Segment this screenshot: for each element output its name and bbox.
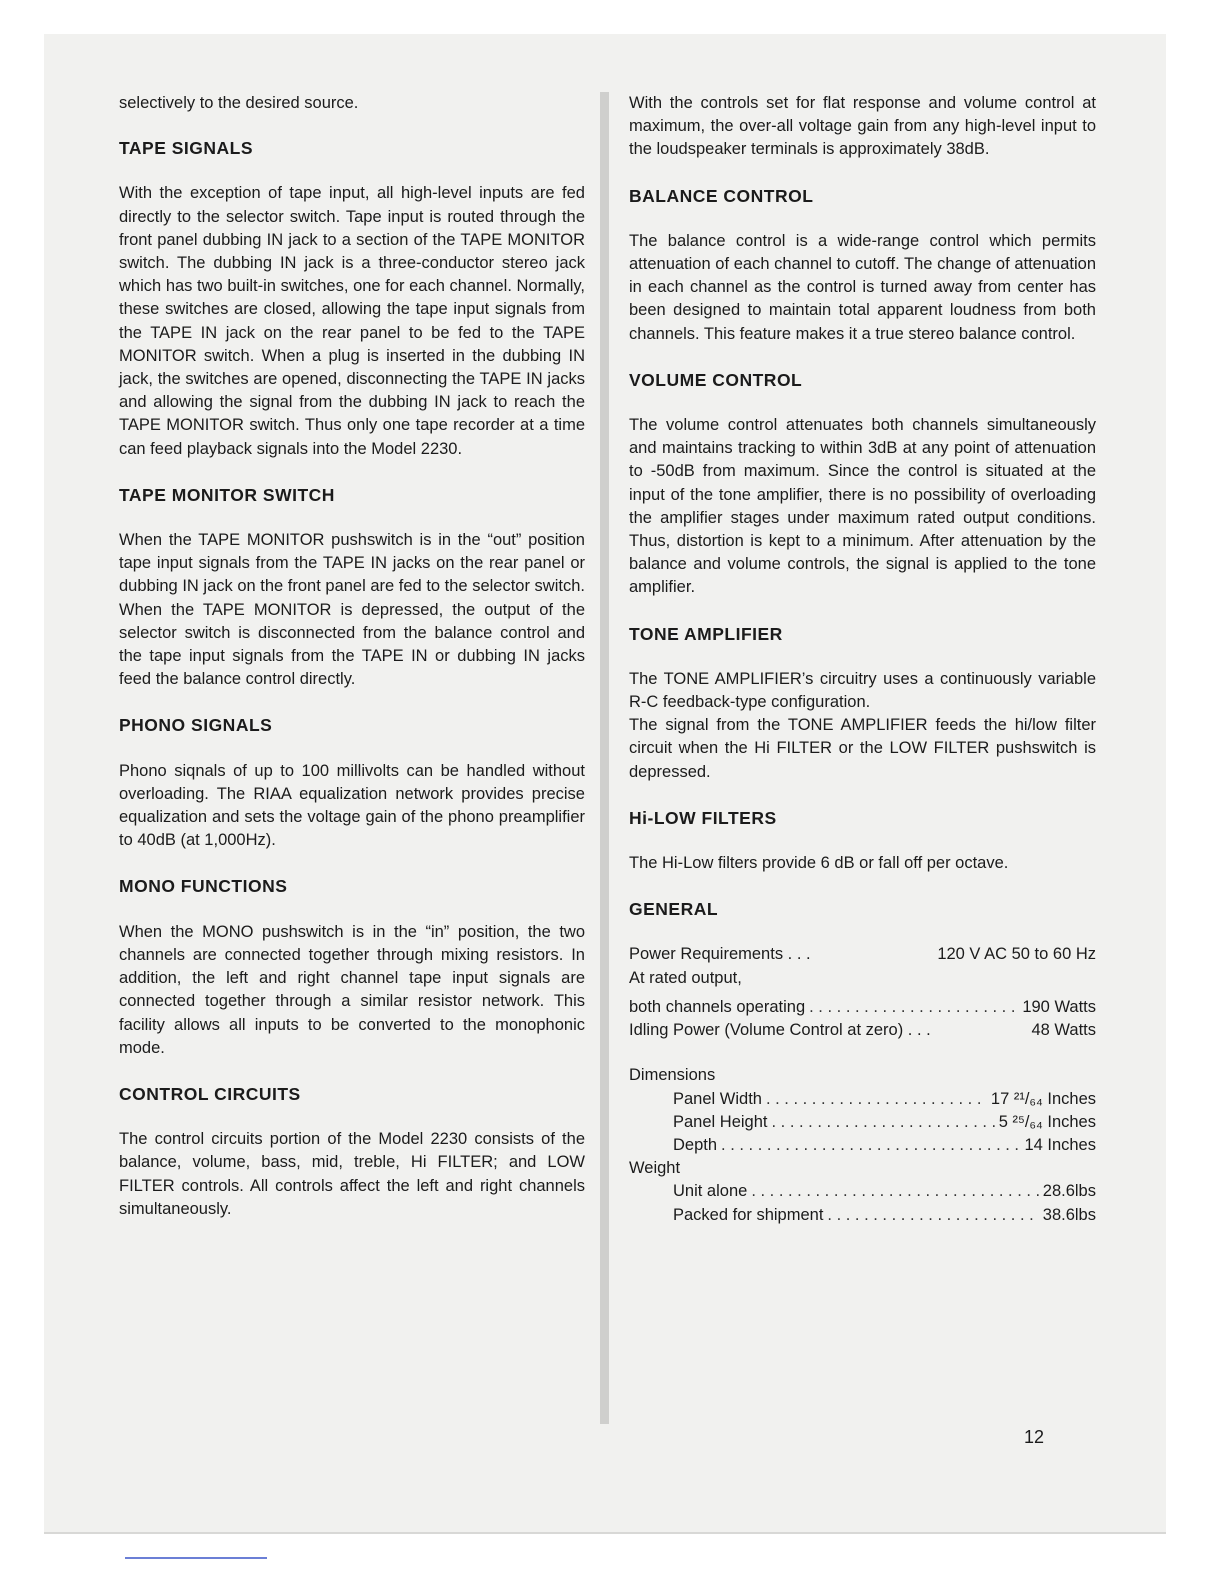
- manual-page: [44, 34, 1166, 1532]
- link-underline: [125, 1557, 267, 1559]
- tape-monitor-heading: TAPE MONITOR SWITCH: [119, 484, 335, 505]
- volume-control-text: The volume control attenuates both channels simultaneously and maintains tracking to within 3dB at any point of attenuation to -50dB from maximum. Since the control is situated at the input of the tone amplifier, there is no possibility of overloading the amplifier stages under maximum rated output conditions. Thus, distortion is kept to a minimum. After attenuation by the balance and volume controls, the signal is applied to the tone amplifier.: [629, 416, 1096, 597]
- tape-signals-text: With the exception of tape input, all high-level inputs are fed directly to the selector switch. Tape input is routed through the front panel dubbing IN jack to a section of the TAPE MONITOR switch. The dubbing IN jack is a three-conductor stereo jack which has two built-in switches, one for each channel. Normally, these switches are closed, allowing the tape input signals from the TAPE IN jack on the rear panel to be fed to the TAPE MONITOR switch. When a plug is inserted in the dubbing IN jack, the switches are opened, disconnecting the TAPE IN jacks and allowing the signal from the dubbing IN jack to reach the TAPE MONITOR switch. Thus only one tape recorder at a time can feed playback signals into the Model 2230.: [119, 184, 585, 458]
- tone-amplifier-text: The TONE AMPLIFIER’s circuitry uses a continuously variable R-C feedback-type configuration.: [629, 669, 1096, 712]
- hi-low-filters-text: The Hi-Low filters provide 6 dB or fall off per octave.: [629, 854, 1009, 873]
- control-circuits-text: The control circuits portion of the Model 2230 consists of the balance, volume, bass, mid, treble, Hi FILTER; and LOW FILTER controls. All controls affect the left and right channels simultaneously.: [119, 1130, 585, 1218]
- spec-panel-width: Panel Width . . . 17 ²¹/₆₄ Inches: [629, 1088, 1096, 1111]
- control-circuits-heading: CONTROL CIRCUITS: [119, 1083, 301, 1104]
- volume-control-heading: VOLUME CONTROL: [629, 369, 803, 390]
- tape-signals-heading: TAPE SIGNALS: [119, 138, 254, 159]
- balance-control-heading: BALANCE CONTROL: [629, 185, 814, 206]
- spec-rated-output: At rated output,: [629, 968, 742, 987]
- page-number: 12: [1024, 1427, 1045, 1447]
- spec-dimensions-label: Dimensions: [629, 1066, 716, 1085]
- spec-panel-height: Panel Height . . . 5 ²⁵/₆₄ Inches: [629, 1111, 1096, 1134]
- spec-unit-alone: Unit alone . . . 28.6lbs: [629, 1180, 1096, 1203]
- spec-table: [629, 943, 1096, 1226]
- tone-amplifier-heading: TONE AMPLIFIER: [629, 623, 783, 644]
- phono-signals-heading: PHONO SIGNALS: [119, 715, 273, 736]
- hi-low-filters-heading: Hi-LOW FILTERS: [629, 807, 777, 828]
- spec-depth: Depth . . . 14 Inches: [629, 1134, 1096, 1157]
- tape-monitor-text: When the TAPE MONITOR pushswitch is in the “out” position tape input signals from the TAPE IN jacks on the rear panel or dubbing IN jack on the front panel are fed to the selector switch. When the TAPE MONITOR is depressed, the output of the selector switch is disconnected from the balance control and the tape input signals from the TAPE IN or dubbing IN jacks feed the balance control directly.: [119, 531, 585, 689]
- phono-signals-text: Phono siqnals of up to 100 millivolts can be handled without overloading. The RIAA equalization network provides precise equalization and sets the voltage gain of the phono preamplifier to 40dB (at 1,000Hz).: [119, 761, 585, 850]
- left-column: [119, 92, 585, 1221]
- column-divider: [600, 92, 609, 1424]
- intro-text: selectively to the desired source.: [119, 94, 359, 112]
- tone-amplifier-text-2: The signal from the TONE AMPLIFIER feeds the hi/low filter circuit when the Hi FILTER or the LOW FILTER pushswitch is depressed.: [629, 716, 1096, 781]
- spec-idling-power: Idling Power (Volume Control at zero) . . . 48 Watts: [629, 1021, 1096, 1040]
- right-column: [629, 92, 1096, 1227]
- spec-weight-label: Weight: [629, 1159, 681, 1178]
- general-heading: GENERAL: [629, 899, 719, 920]
- spec-both-channels: both channels operating . . . 190 Watts: [629, 996, 1096, 1019]
- spec-power: Power Requirements . . . 120 V AC 50 to 60 Hz: [629, 945, 1096, 964]
- page-bottom-edge: [44, 1532, 1166, 1534]
- spec-packed: Packed for shipment . . . 38.6lbs: [629, 1204, 1096, 1227]
- balance-control-text: The balance control is a wide-range control which permits attenuation of each channel to cutoff. The change of attenuation in each channel as the control is turned away from center has been designed to maintain total apparent loudness from both channels. This feature makes it a true stereo balance control.: [629, 231, 1096, 343]
- gain-text: With the controls set for flat response and volume control at maximum, the over-all voltage gain from any high-level input to the loudspeaker terminals is approximately 38dB.: [629, 94, 1096, 159]
- mono-functions-heading: MONO FUNCTIONS: [119, 876, 288, 897]
- mono-functions-text: When the MONO pushswitch is in the “in” position, the two channels are connected together through mixing resistors. In addition, the left and right channel tape input signals are connected together through a similar resistor network. This facility allows all inputs to be converted to the monophonic mode.: [119, 922, 585, 1057]
